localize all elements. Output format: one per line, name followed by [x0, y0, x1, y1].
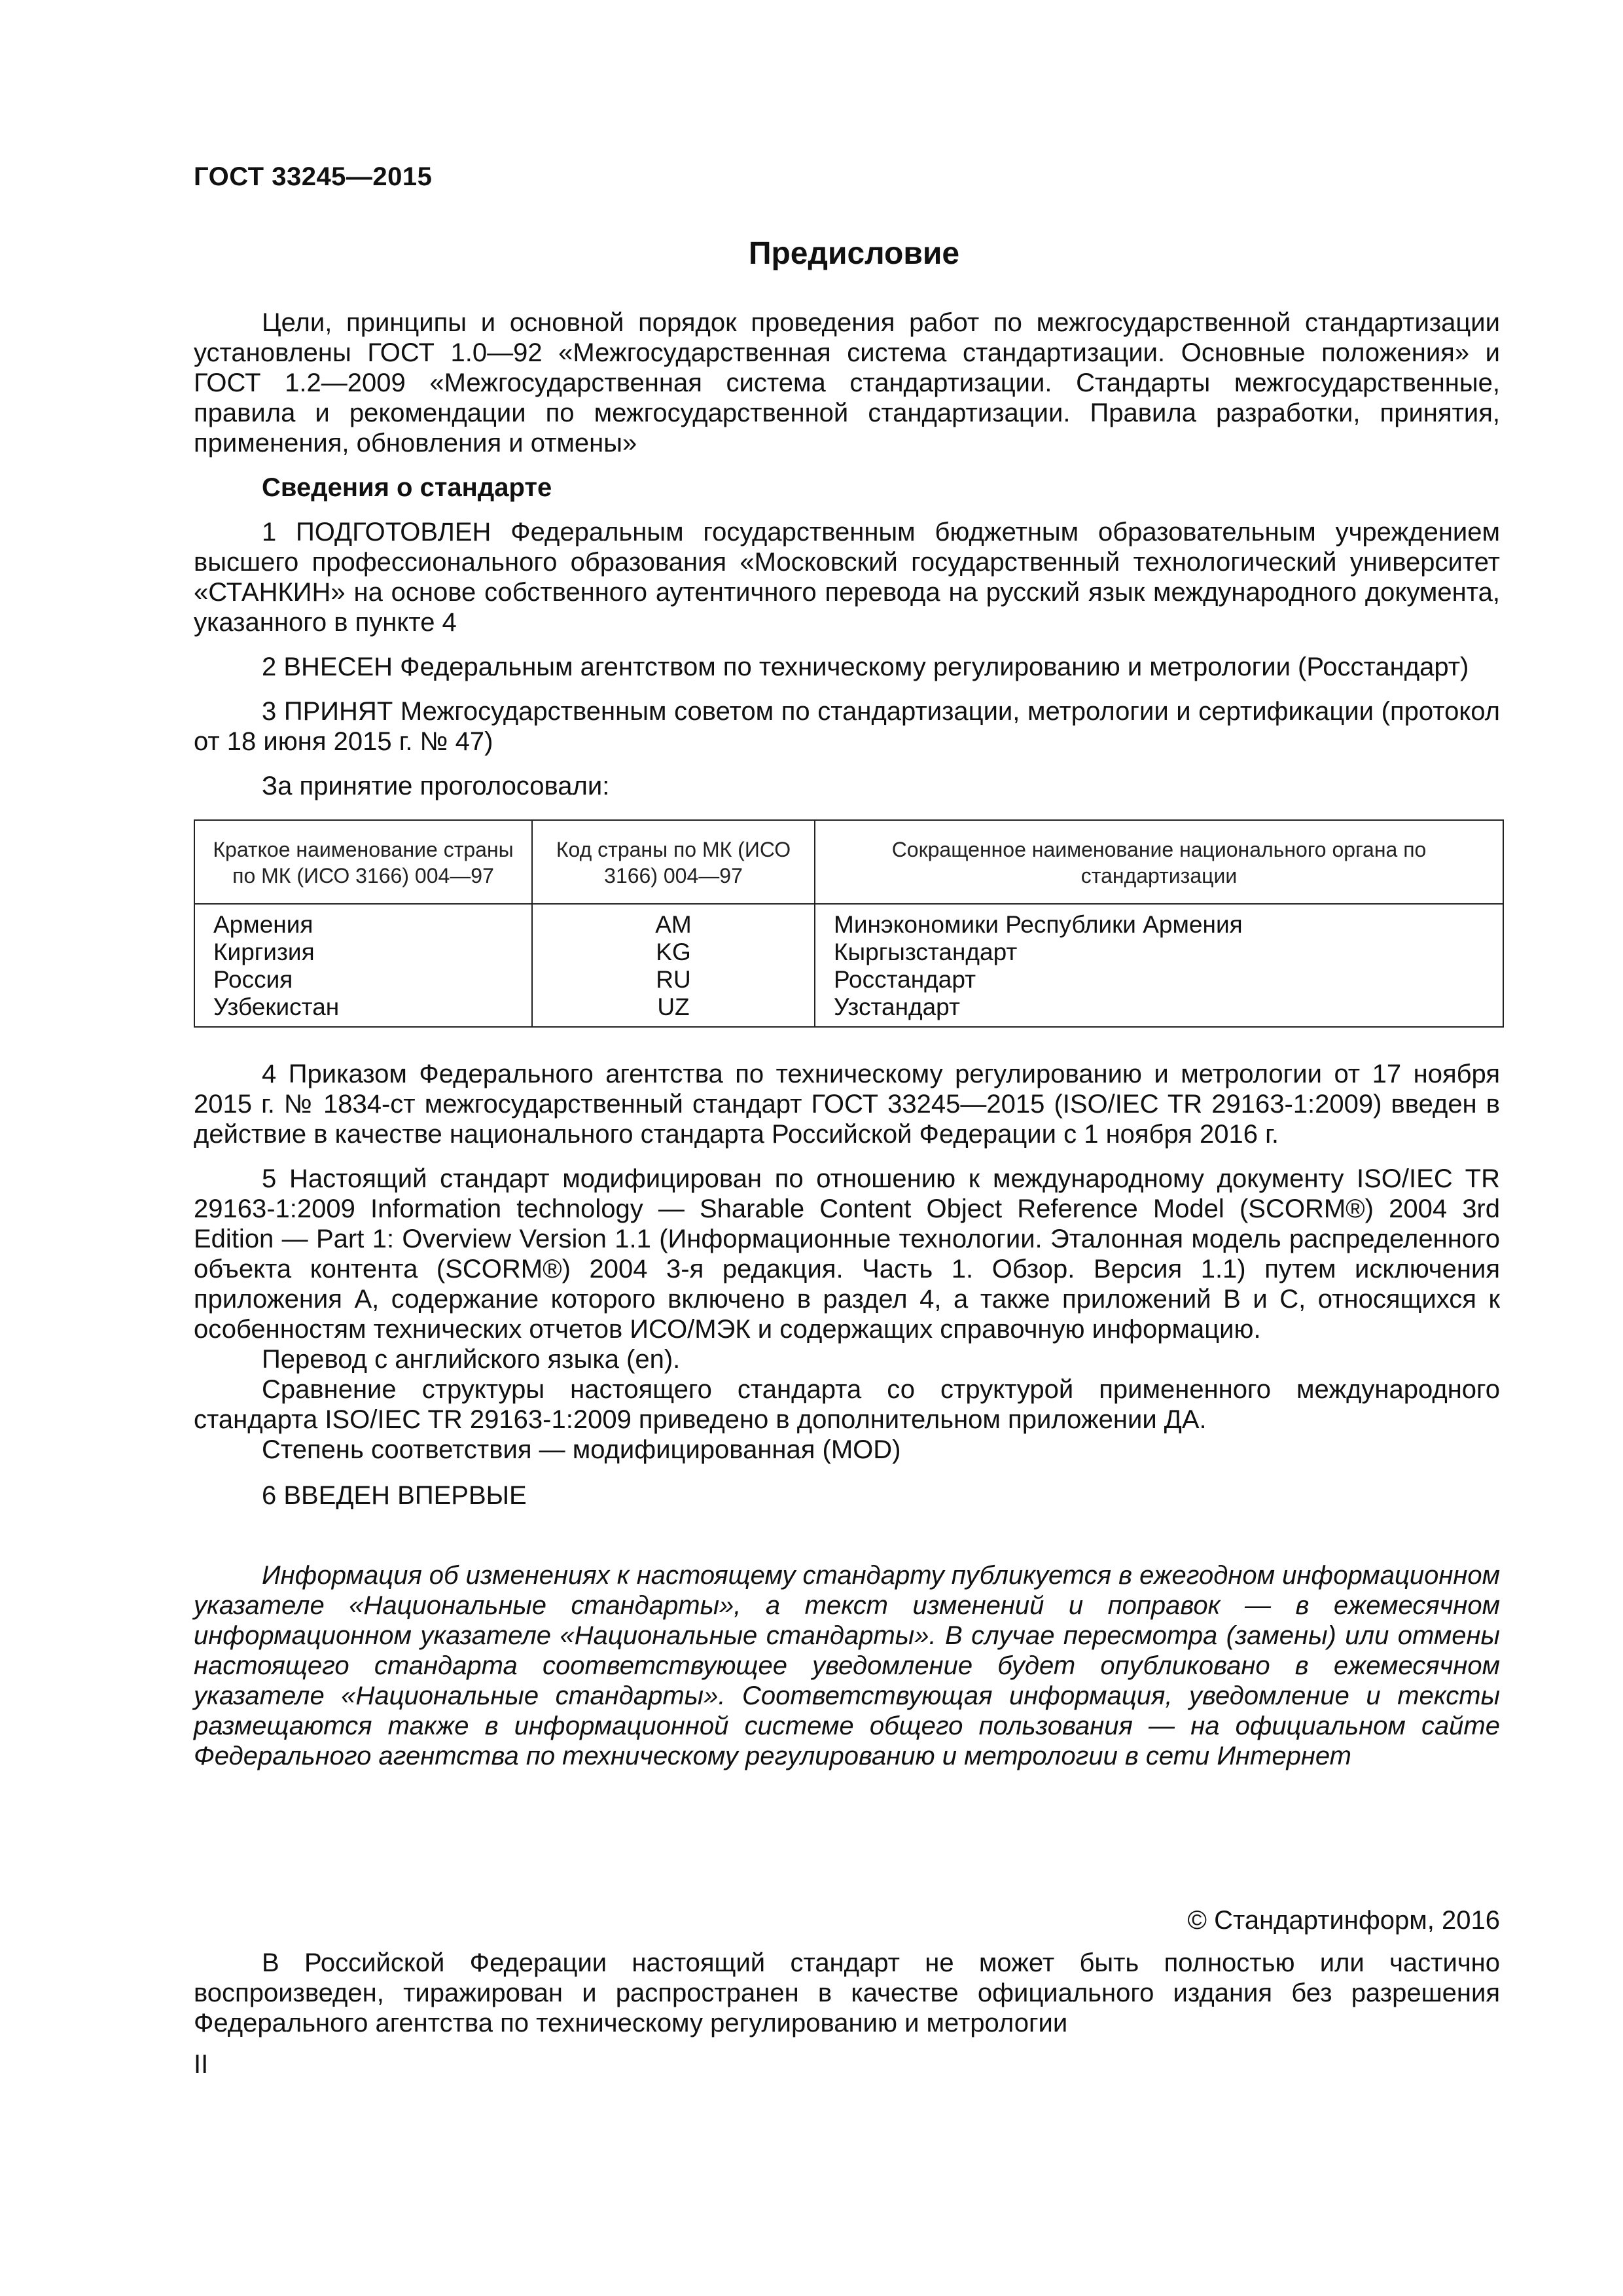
table-cell-code: RU: [532, 966, 815, 994]
table-cell-country: Киргизия: [194, 939, 532, 966]
table-cell-body: Росстандарт: [815, 966, 1503, 994]
item-modified: 5 Настоящий стандарт модифицирован по отношению к международному документу ISO/IEC TR 29163-1:2009 Information technology — Sharable Content Object Reference Model (SCORM®) 2004 3rd Edition — Part 1: Overview Version 1.1 (Информационные технологии. Эталонная модель распределенного объекта контента (SCORM®) 2004 3-я редакция. Часть 1. Обзор. Версия 1.1) путем исключения приложения А, содержание которого включено в раздел 4, а также приложений В и С, относящихся к особенностям технических отчетов ИСО/МЭК и содержащих справочную информацию.: [194, 1164, 1500, 1344]
item-adopted: 3 ПРИНЯТ Межгосударственным советом по стандартизации, метрологии и сертификации (протокол от 18 июня 2015 г. № 47): [194, 697, 1500, 756]
document-id: ГОСТ 33245—2015: [194, 162, 433, 191]
table-cell-body: Кыргызстандарт: [815, 939, 1503, 966]
table-cell-body: Узстандарт: [815, 994, 1503, 1027]
section-heading: Сведения о стандарте: [262, 473, 552, 502]
table-header-row: [194, 820, 1503, 904]
table-row: [194, 939, 1503, 966]
item-first-introduced: 6 ВВЕДЕН ВПЕРВЫЕ: [262, 1481, 527, 1510]
comparison-note: Сравнение структуры настоящего стандарта со структурой примененного международного стандарта ISO/IEC TR 29163-1:2009 приведено в дополнительном приложении ДА.: [194, 1375, 1500, 1434]
foreword-body: [194, 308, 1500, 1525]
item-order: 4 Приказом Федерального агентства по техническому регулированию и метрологии от 17 ноября 2015 г. № 1834-ст межгосударственный стандарт ГОСТ 33245—2015 (ISO/IEC TR 29163-1:2009) введен в действие в качестве национального стандарта Российской Федерации с 1 ноября 2016 г.: [194, 1060, 1500, 1149]
info-notice: Информация об изменениях к настоящему стандарту публикуется в ежегодном информационном указателе «Национальные стандарты», а текст изменений и поправок — в ежемесячном информационном указателе «Национальные стандарты». В случае пересмотра (замены) или отмены настоящего стандарта соответствующее уведомление будет опубликовано в ежемесячном указателе «Национальные стандарты». Соответствующая информация, уведомление и тексты размещаются также в информационной системе общего пользования — на официальном сайте Федерального агентства по техническому регулированию и метрологии в сети Интернет: [194, 1561, 1501, 1770]
table-header-body: Сокращенное наименование национального органа по стандартизации: [815, 820, 1503, 904]
table-row: [194, 904, 1503, 939]
rights-notice: В Российской Федерации настоящий стандарт не может быть полностью или частично воспроизведен, тиражирован и распространен в качестве официального издания без разрешения Федерального агентства по техническому регулированию и метрологии: [194, 1948, 1500, 2037]
item-submitted: 2 ВНЕСЕН Федеральным агентством по техническому регулированию и метрологии (Росстандарт): [262, 653, 1469, 681]
page-number: II: [194, 2050, 209, 2079]
table-cell-code: AM: [532, 904, 815, 939]
page-title: Предисловие: [748, 236, 960, 271]
table-cell-country: Узбекистан: [194, 994, 532, 1027]
table-cell-code: KG: [532, 939, 815, 966]
copyright: © Стандартинформ, 2016: [1187, 1906, 1500, 1935]
table-cell-country: Армения: [194, 904, 532, 939]
table-cell-body: Минэкономики Республики Армения: [815, 904, 1503, 939]
intro-paragraph: Цели, принципы и основной порядок проведения работ по межгосударственной стандартизации установлены ГОСТ 1.0—92 «Межгосударственная система стандартизации. Основные положения» и ГОСТ 1.2—2009 «Межгосударственная система стандартизации. Стандарты межгосударственные, правила и рекомендации по межгосударственной стандартизации. Правила разработки, принятия, применения, обновления и отмены»: [194, 308, 1500, 457]
translation-note: Перевод с английского языка (en).: [262, 1345, 681, 1374]
voted-label: За принятие проголосовали:: [262, 772, 610, 800]
table-cell-country: Россия: [194, 966, 532, 994]
table-header-code: Код страны по МК (ИСО 3166) 004—97: [532, 820, 815, 904]
table-row: [194, 994, 1503, 1027]
table-header-country: Краткое наименование страны по МК (ИСО 3166) 004—97: [194, 820, 532, 904]
table-cell-code: UZ: [532, 994, 815, 1027]
voting-table: [194, 819, 1504, 1028]
item-prepared: 1 ПОДГОТОВЛЕН Федеральным государственным бюджетным образовательным учреждением высшего профессионального образования «Московский государственный технологический университет «СТАНКИН» на основе собственного аутентичного перевода на русский язык международного документа, указанного в пункте 4: [194, 518, 1500, 637]
table-row: [194, 966, 1503, 994]
conformity-note: Степень соответствия — модифицированная (MOD): [262, 1435, 901, 1464]
